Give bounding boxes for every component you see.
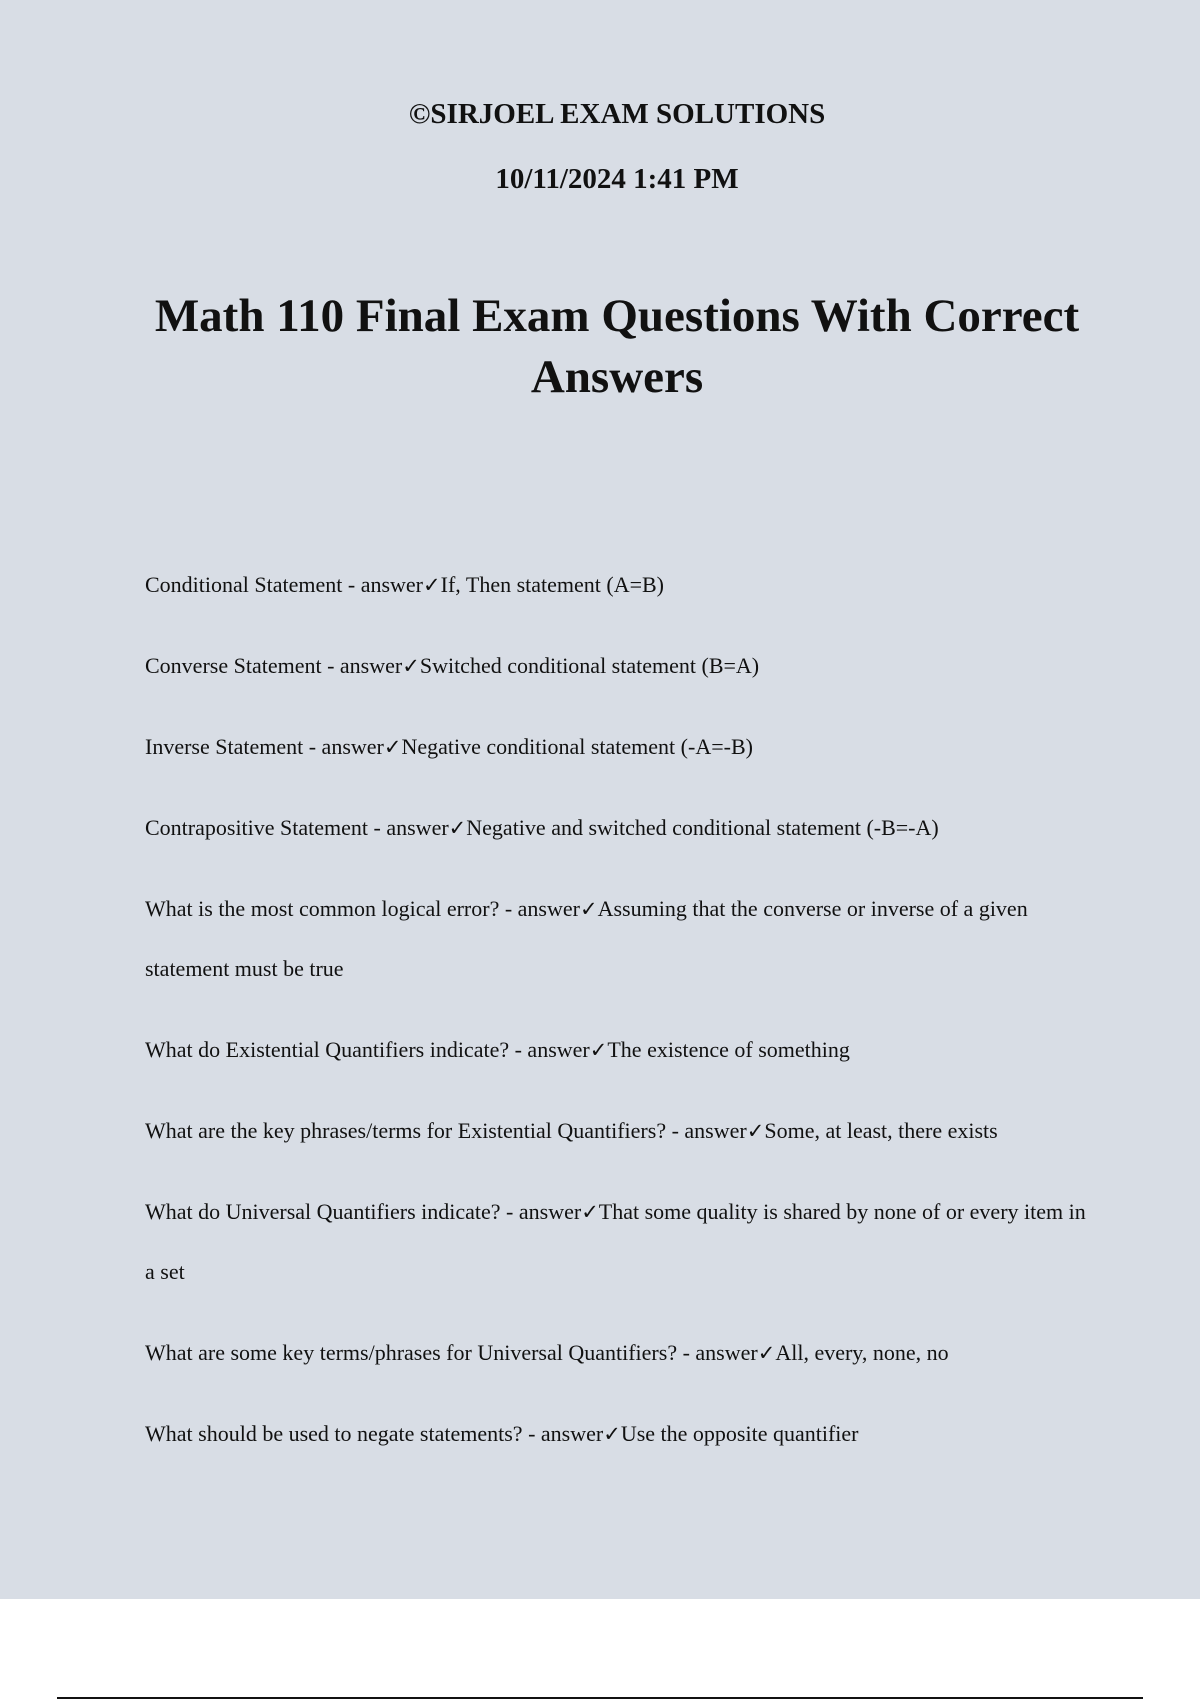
answer-text: Switched conditional statement (B=A) — [419, 653, 760, 678]
answer-separator: - answer — [303, 734, 384, 759]
answer-separator: - answer — [321, 653, 403, 678]
answer-text: Some, at least, there exists — [764, 1118, 998, 1143]
answer-separator: - answer — [509, 1037, 590, 1062]
answer-text: All, every, none, no — [775, 1340, 949, 1365]
qa-item — [145, 1182, 1095, 1323]
question-text: Conditional Statement — [145, 572, 343, 597]
question-text: What are some key terms/phrases for Universal Quantifiers? — [145, 1340, 678, 1365]
check-icon: ✓ — [448, 816, 467, 840]
answer-text: Assuming that the converse or inverse of a given statement must be true — [145, 896, 1028, 981]
check-icon: ✓ — [383, 735, 402, 759]
qa-item — [145, 1020, 1095, 1101]
qa-item — [145, 798, 1095, 879]
answer-separator: - answer — [368, 815, 449, 840]
qa-item — [145, 555, 1095, 636]
answer-separator: - answer — [500, 1199, 582, 1224]
answer-text: Negative conditional statement (-A=-B) — [401, 734, 753, 759]
page-title: Math 110 Final Exam Questions With Correct Answers — [154, 290, 1080, 403]
answer-text: The existence of something — [607, 1037, 850, 1062]
footer-divider — [57, 1697, 1143, 1699]
check-icon: ✓ — [579, 897, 598, 921]
answer-text: That some quality is shared by none of or every item in a set — [145, 1199, 1086, 1284]
answer-separator: - answer — [677, 1340, 758, 1365]
question-text: What do Universal Quantifiers indicate? — [145, 1199, 501, 1224]
question-text: Contrapositive Statement — [145, 815, 369, 840]
question-text: What are the key phrases/terms for Existential Quantifiers? — [145, 1118, 667, 1143]
question-text: What do Existential Quantifiers indicate? — [145, 1037, 510, 1062]
check-icon: ✓ — [589, 1038, 608, 1062]
question-text: What is the most common logical error? — [145, 896, 500, 921]
answer-separator: - answer — [522, 1421, 604, 1446]
qa-item — [145, 717, 1095, 798]
question-text: What should be used to negate statements? — [145, 1421, 523, 1446]
qa-item — [145, 1101, 1095, 1182]
publisher-header: ©SIRJOEL EXAM SOLUTIONS — [408, 98, 826, 130]
qa-list — [145, 555, 1095, 1485]
check-icon: ✓ — [423, 573, 441, 597]
qa-item — [145, 1323, 1095, 1404]
check-icon: ✓ — [603, 1422, 621, 1446]
qa-item — [145, 1404, 1095, 1485]
answer-separator: - answer — [666, 1118, 747, 1143]
check-icon: ✓ — [746, 1119, 765, 1143]
check-icon: ✓ — [757, 1341, 776, 1365]
answer-text: Negative and switched conditional statement (-B=-A) — [466, 815, 939, 840]
question-text: Converse Statement — [145, 653, 322, 678]
answer-separator: - answer — [342, 572, 424, 597]
answer-separator: - answer — [499, 896, 580, 921]
check-icon: ✓ — [402, 654, 420, 678]
qa-item — [145, 879, 1095, 1020]
question-text: Inverse Statement — [145, 734, 304, 759]
answer-text: If, Then statement (A=B) — [440, 572, 665, 597]
answer-text: Use the opposite quantifier — [620, 1421, 859, 1446]
check-icon: ✓ — [581, 1200, 599, 1224]
qa-item — [145, 636, 1095, 717]
print-datetime: 10/11/2024 1:41 PM — [495, 163, 739, 195]
